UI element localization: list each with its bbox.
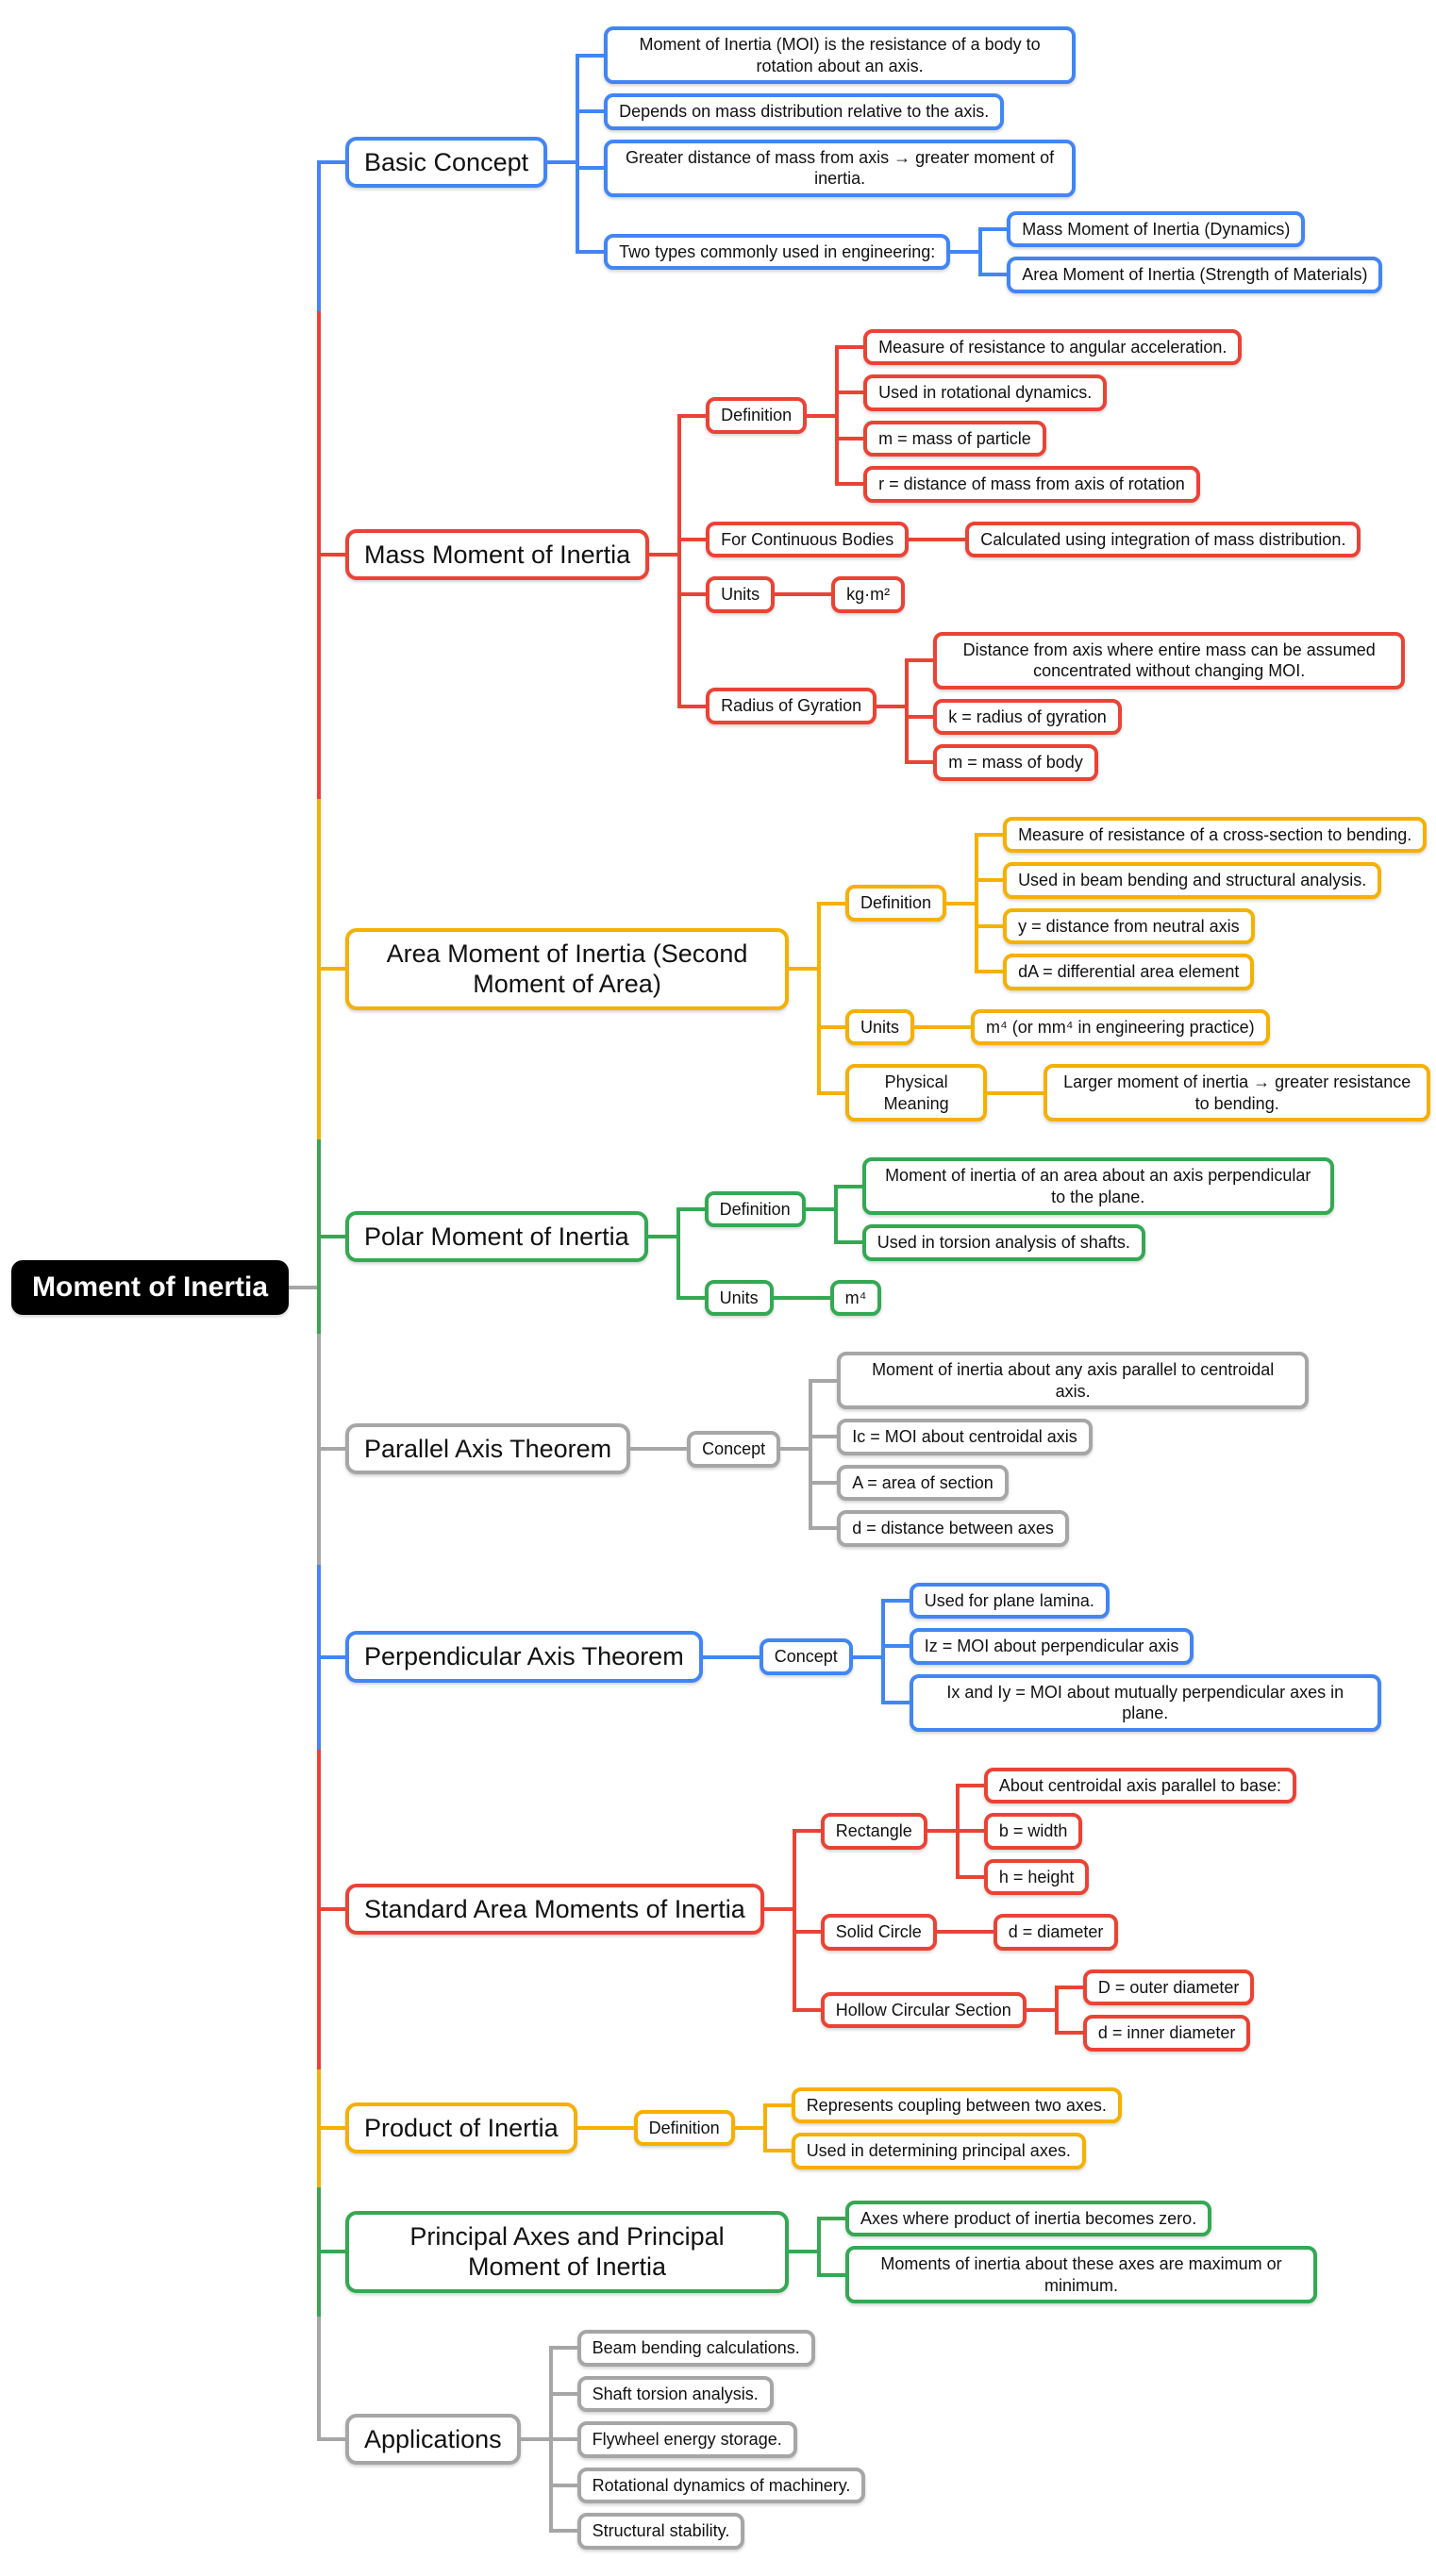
- branch-wrapper-depends-on-mass-distribution-relative-to-t: [576, 89, 1382, 135]
- branch-wrapper-product-of-inertia: [317, 2069, 1430, 2187]
- mindmap-node-group: [345, 1758, 1296, 2061]
- branch-wrapper-d-diameter: [965, 1909, 1119, 1955]
- connector-stub: [521, 2437, 549, 2441]
- node-definition: Definition: [705, 1191, 806, 1228]
- branch-wrapper-kg-m: [803, 572, 905, 618]
- branch-wrapper-beam-bending-calculations: [549, 2325, 866, 2371]
- children-group: [956, 1763, 1296, 1901]
- mindmap-node-group: [577, 2330, 815, 2367]
- node-m-mass-of-particle: m = mass of particle: [863, 421, 1046, 457]
- node-rotational-dynamics-of-machinery: Rotational dynamics of machinery.: [577, 2468, 866, 2504]
- mindmap-node-group: [933, 632, 1405, 690]
- connector-stub: [649, 553, 677, 557]
- branch-wrapper-larger-moment-of-inertia-greater-resistanc: [1015, 1059, 1430, 1126]
- children-group: [576, 22, 1382, 303]
- mindmap-node-group: [933, 744, 1098, 781]
- mindmap-node-group: [604, 207, 1382, 298]
- branch-wrapper-represents-coupling-between-two-axes: [763, 2083, 1122, 2129]
- node-calculated-using-integration-of-mass-distr: Calculated using integration of mass distribution.: [965, 522, 1361, 558]
- branch-wrapper-basic-concept: [317, 13, 1430, 311]
- children-group: [809, 1347, 1309, 1552]
- node-concept: Concept: [687, 1431, 780, 1468]
- mindmap-node-group: [577, 2513, 745, 2550]
- branch-wrapper-ic-moi-about-centroidal-axis: [809, 1414, 1309, 1460]
- branch-wrapper-d-distance-between-axes: [809, 1505, 1309, 1552]
- node-larger-moment-of-inertia-greater-resistanc: Larger moment of inertia → greater resistance to bending.: [1044, 1064, 1430, 1122]
- mindmap-node-group: [604, 93, 1004, 130]
- connector-stub: [630, 1447, 659, 1451]
- node-rectangle: Rectangle: [821, 1813, 927, 1850]
- mindmap-node-group: [705, 1275, 882, 1321]
- mindmap-node-group: [604, 26, 1076, 84]
- branch-wrapper-r-distance-of-mass-from-axis-of-rotation: [835, 461, 1242, 507]
- branch-wrapper-used-in-torsion-analysis-of-shafts: [834, 1220, 1334, 1266]
- mindmap-node-group: [792, 2133, 1086, 2169]
- connector-stub: [1027, 2008, 1055, 2012]
- mindmap-node-group: [994, 1914, 1119, 1951]
- node-units: Units: [705, 1280, 774, 1317]
- node-flywheel-energy-storage: Flywheel energy storage.: [577, 2421, 797, 2458]
- branch-wrapper-used-in-beam-bending-and-structural-analys: [975, 857, 1427, 904]
- mindmap-node-group: [984, 1768, 1296, 1804]
- node-distance-from-axis-where-entire-mass-can-b: Distance from axis where entire mass can be assumed concentrated without changing MOI.: [933, 632, 1405, 690]
- mindmap-node-group: [345, 320, 1405, 790]
- branch-principal-axes-and-principal-moment-of-ine: Principal Axes and Principal Moment of Inertia: [345, 2211, 789, 2293]
- node-beam-bending-calculations: Beam bending calculations.: [577, 2330, 815, 2367]
- node-definition: Definition: [634, 2110, 735, 2147]
- node-concept: Concept: [760, 1638, 853, 1675]
- node-hollow-circular-section: Hollow Circular Section: [821, 1992, 1027, 2029]
- children-group: [975, 812, 1427, 995]
- branch-wrapper-principal-axes-and-principal-moment-of-ine: [317, 2187, 1430, 2318]
- branch-wrapper-moment-of-inertia-about-any-axis-parallel-: [809, 1347, 1309, 1414]
- branch-wrapper-definition: [676, 1148, 1334, 1271]
- branch-wrapper-applications: [317, 2317, 1430, 2563]
- mindmap-node-group: [345, 1342, 1309, 1556]
- mindmap-node-group: [345, 1573, 1381, 1741]
- branch-wrapper-mass-moment-of-inertia: [317, 311, 1430, 799]
- branch-wrapper-hollow-circular-section: [793, 1960, 1296, 2061]
- children-group: [317, 13, 1430, 2563]
- mindmap-node-group: [863, 421, 1046, 457]
- mindmap-node-group: [845, 1059, 1430, 1126]
- node-used-for-plane-lamina: Used for plane lamina.: [910, 1583, 1110, 1620]
- branch-wrapper-m-or-mm-in-engineering-practice: [943, 1005, 1270, 1051]
- node-r-distance-of-mass-from-axis-of-rotation: r = distance of mass from axis of rotation: [863, 466, 1200, 503]
- branch-wrapper-d-inner-diameter: [1055, 2010, 1255, 2056]
- branch-wrapper-iz-moi-about-perpendicular-axis: [881, 1623, 1381, 1670]
- connector-stub: [987, 1091, 1015, 1095]
- branch-wrapper-rectangle: [793, 1758, 1296, 1905]
- node-h-height: h = height: [984, 1859, 1090, 1896]
- branch-wrapper-definition: [817, 807, 1430, 1000]
- mindmap-node-group: [1007, 257, 1382, 293]
- branch-wrapper-da-differential-area-element: [975, 949, 1427, 995]
- branch-wrapper-calculated-using-integration-of-mass-distr: [937, 517, 1361, 563]
- node-ix-and-iy-moi-about-mutually-perpendicular: Ix and Iy = MOI about mutually perpendicular axes in plane.: [910, 1674, 1381, 1732]
- children-group: [937, 517, 1361, 563]
- mindmap-node-group: [345, 1148, 1334, 1325]
- mindmap-node-group: [933, 699, 1122, 736]
- node-axes-where-product-of-inertia-becomes-zero: Axes where product of inertia becomes zero.: [845, 2201, 1211, 2237]
- mindmap-node-group: [345, 22, 1382, 303]
- branch-wrapper-concept: [659, 1342, 1309, 1556]
- mindmap-node-group: [1003, 954, 1254, 990]
- node-moment-of-inertia-about-any-axis-parallel-: Moment of inertia about any axis parallel to centroidal axis.: [837, 1352, 1309, 1409]
- node-shaft-torsion-analysis: Shaft torsion analysis.: [577, 2376, 774, 2413]
- node-used-in-beam-bending-and-structural-analys: Used in beam bending and structural analysis.: [1003, 862, 1381, 899]
- branch-wrapper-rotational-dynamics-of-machinery: [549, 2463, 866, 2509]
- connector-stub: [774, 1296, 802, 1300]
- branch-wrapper-moment-of-inertia-of-an-area-about-an-axis: [834, 1153, 1334, 1220]
- children-group: [793, 1758, 1296, 2061]
- mindmap-node-group: [821, 1763, 1296, 1901]
- root-node-moment-of-inertia: Moment of Inertia: [11, 1260, 289, 1315]
- connector-stub: [927, 1829, 956, 1833]
- node-b-width: b = width: [984, 1813, 1083, 1850]
- connector-stub: [937, 1930, 965, 1934]
- branch-wrapper-structural-stability: [549, 2508, 866, 2554]
- branch-wrapper-physical-meaning: [817, 1055, 1430, 1131]
- connector-stub: [877, 705, 905, 708]
- mindmap-node-group: [845, 2246, 1317, 2303]
- branch-mass-moment-of-inertia: Mass Moment of Inertia: [345, 529, 649, 580]
- branch-wrapper-used-for-plane-lamina: [881, 1578, 1381, 1624]
- branch-wrapper-axes-where-product-of-inertia-becomes-zero: [817, 2196, 1317, 2242]
- branch-wrapper-concept: [731, 1573, 1381, 1741]
- connector-stub: [789, 2250, 817, 2253]
- children-group: [978, 207, 1382, 298]
- node-d-diameter: d = diameter: [994, 1914, 1119, 1951]
- mindmap-node-group: [706, 517, 1361, 563]
- node-physical-meaning: Physical Meaning: [845, 1064, 987, 1122]
- branch-wrapper-ix-and-iy-moi-about-mutually-perpendicular: [881, 1670, 1381, 1737]
- mindmap-node-group: [984, 1859, 1090, 1896]
- children-group: [817, 807, 1430, 1132]
- mindmap-node-group: [845, 2201, 1211, 2237]
- branch-wrapper-greater-distance-of-mass-from-axis-greater: [576, 135, 1382, 202]
- mindmap-node-group: [863, 329, 1242, 366]
- children-group: [676, 1148, 1334, 1325]
- branch-wrapper-two-types-commonly-used-in-engineering: [576, 202, 1382, 303]
- mindmap-node-group: [345, 2325, 865, 2554]
- node-units: Units: [845, 1009, 914, 1046]
- mindmap-node-group: [705, 1153, 1334, 1266]
- branch-wrapper-measure-of-resistance-of-a-cross-section-t: [975, 812, 1427, 858]
- branch-wrapper-definition: [606, 2078, 1122, 2179]
- children-group: [965, 1909, 1119, 1955]
- branch-area-moment-of-inertia-second-moment-of-ar: Area Moment of Inertia (Second Moment of Area): [345, 928, 789, 1010]
- mindmap-node-group: [634, 2083, 1122, 2174]
- branch-wrapper-units: [817, 1000, 1430, 1055]
- mindmap-node-group: [1083, 1969, 1255, 2006]
- node-m-mass-of-body: m = mass of body: [933, 744, 1098, 781]
- connector-stub: [806, 1207, 834, 1211]
- children-group: [905, 627, 1405, 786]
- mindmap-node-group: [965, 522, 1361, 558]
- branch-wrapper-moment-of-inertia-moi-is-the-resistance-of: [576, 22, 1382, 89]
- branch-wrapper-about-centroidal-axis-parallel-to-base: [956, 1763, 1296, 1809]
- mindmap-node-group: [831, 576, 905, 613]
- connector-stub: [289, 1286, 317, 1289]
- branch-wrapper-solid-circle: [793, 1904, 1296, 1960]
- connector-stub: [853, 1655, 881, 1659]
- branch-wrapper-a-area-of-section: [809, 1460, 1309, 1506]
- children-group: [1015, 1059, 1430, 1126]
- branch-wrapper-m: [802, 1275, 882, 1321]
- mindmap-node-group: [11, 13, 1430, 2563]
- branch-wrapper-y-distance-from-neutral-axis: [975, 904, 1427, 950]
- node-m: m⁴: [830, 1280, 882, 1317]
- branch-wrapper-polar-moment-of-inertia: [317, 1139, 1430, 1334]
- node-area-moment-of-inertia-strength-of-materia: Area Moment of Inertia (Strength of Materials): [1007, 257, 1382, 293]
- mindmap-node-group: [845, 812, 1427, 995]
- node-moment-of-inertia-moi-is-the-resistance-of: Moment of Inertia (MOI) is the resistance of a body to rotation about an axis.: [604, 26, 1076, 84]
- node-definition: Definition: [706, 397, 807, 434]
- mindmap-node-group: [345, 2078, 1122, 2179]
- connector-stub: [547, 160, 576, 164]
- mindmap-node-group: [910, 1583, 1110, 1620]
- node-about-centroidal-axis-parallel-to-base: About centroidal axis parallel to base:: [984, 1768, 1296, 1804]
- branch-wrapper-definition: [677, 320, 1405, 512]
- mindmap-node-group: [863, 374, 1107, 411]
- mindmap-node-group: [577, 2421, 797, 2458]
- node-m-or-mm-in-engineering-practice: m⁴ (or mm⁴ in engineering practice): [971, 1009, 1270, 1046]
- branch-wrapper-distance-from-axis-where-entire-mass-can-b: [905, 627, 1405, 694]
- node-moments-of-inertia-about-these-axes-are-ma: Moments of inertia about these axes are maximum or minimum.: [845, 2246, 1317, 2303]
- mindmap-node-group: [687, 1347, 1309, 1552]
- mindmap-node-group: [1044, 1064, 1430, 1122]
- node-represents-coupling-between-two-axes: Represents coupling between two axes.: [792, 2087, 1122, 2124]
- branch-wrapper-standard-area-moments-of-inertia: [317, 1750, 1430, 2069]
- node-d-outer-diameter: D = outer diameter: [1083, 1969, 1255, 2006]
- children-group: [803, 572, 905, 618]
- branch-standard-area-moments-of-inertia: Standard Area Moments of Inertia: [345, 1884, 764, 1935]
- mindmap-node-group: [845, 1005, 1270, 1051]
- branch-wrapper-moments-of-inertia-about-these-axes-are-ma: [817, 2241, 1317, 2308]
- mindmap-node-group: [706, 572, 905, 618]
- branch-wrapper-radius-of-gyration: [677, 623, 1405, 790]
- branch-wrapper-units: [676, 1271, 1334, 1326]
- node-iz-moi-about-perpendicular-axis: Iz = MOI about perpendicular axis: [910, 1628, 1194, 1665]
- connector-stub: [648, 1235, 676, 1238]
- node-kg-m: kg·m²: [831, 576, 905, 613]
- node-ic-moi-about-centroidal-axis: Ic = MOI about centroidal axis: [837, 1419, 1093, 1455]
- mindmap-node-group: [837, 1510, 1069, 1547]
- node-solid-circle: Solid Circle: [821, 1914, 937, 1951]
- branch-wrapper-units: [677, 567, 1405, 623]
- mindmap-node-group: [837, 1465, 1009, 1502]
- connector-stub: [950, 250, 978, 254]
- node-k-radius-of-gyration: k = radius of gyration: [933, 699, 1122, 736]
- node-used-in-rotational-dynamics: Used in rotational dynamics.: [863, 374, 1107, 411]
- branch-wrapper-m-mass-of-particle: [835, 416, 1242, 462]
- node-moment-of-inertia-of-an-area-about-an-axis: Moment of inertia of an area about an axis perpendicular to the plane.: [862, 1157, 1334, 1215]
- node-for-continuous-bodies: For Continuous Bodies: [706, 522, 909, 558]
- connector-stub: [914, 1025, 943, 1029]
- mindmap-node-group: [863, 466, 1200, 503]
- branch-wrapper-b-width: [956, 1808, 1296, 1854]
- branch-wrapper-measure-of-resistance-to-angular-accelerat: [835, 324, 1242, 371]
- connector-stub: [789, 967, 817, 971]
- node-measure-of-resistance-to-angular-accelerat: Measure of resistance to angular acceleration.: [863, 329, 1242, 366]
- connector-stub: [807, 414, 835, 418]
- node-two-types-commonly-used-in-engineering: Two types commonly used in engineering:: [604, 234, 950, 271]
- node-da-differential-area-element: dA = differential area element: [1003, 954, 1254, 990]
- children-group: [606, 2078, 1122, 2179]
- mindmap-node-group: [837, 1352, 1309, 1409]
- mindmap-node-group: [760, 1578, 1381, 1737]
- branch-basic-concept: Basic Concept: [345, 137, 547, 188]
- branch-wrapper-parallel-axis-theorem: [317, 1334, 1430, 1565]
- branch-wrapper-m-mass-of-body: [905, 740, 1405, 786]
- connector-stub: [735, 2126, 763, 2130]
- branch-polar-moment-of-inertia: Polar Moment of Inertia: [345, 1211, 648, 1262]
- node-d-inner-diameter: d = inner diameter: [1083, 2015, 1251, 2052]
- node-used-in-torsion-analysis-of-shafts: Used in torsion analysis of shafts.: [862, 1224, 1145, 1261]
- connector-stub: [946, 902, 975, 906]
- mindmap-node-group: [837, 1419, 1093, 1455]
- node-depends-on-mass-distribution-relative-to-t: Depends on mass distribution relative to the axis.: [604, 93, 1004, 130]
- children-group: [763, 2083, 1122, 2174]
- mindmap-node-group: [577, 2376, 774, 2413]
- node-radius-of-gyration: Radius of Gyration: [706, 688, 877, 724]
- connector-stub: [577, 2126, 606, 2130]
- branch-wrapper-area-moment-of-inertia-strength-of-materia: [978, 252, 1382, 298]
- node-mass-moment-of-inertia-dynamics: Mass Moment of Inertia (Dynamics): [1007, 211, 1305, 248]
- branch-wrapper-for-continuous-bodies: [677, 512, 1405, 568]
- node-units: Units: [706, 576, 775, 613]
- branch-product-of-inertia: Product of Inertia: [345, 2102, 577, 2153]
- mindmap-node-group: [706, 324, 1242, 507]
- children-group: [835, 324, 1242, 507]
- branch-perpendicular-axis-theorem: Perpendicular Axis Theorem: [345, 1631, 703, 1682]
- children-group: [659, 1342, 1309, 1556]
- connector-stub: [775, 592, 803, 596]
- branch-wrapper-shaft-torsion-analysis: [549, 2371, 866, 2418]
- mindmap-node-group: [862, 1157, 1334, 1215]
- branch-wrapper-d-outer-diameter: [1055, 1965, 1255, 2011]
- mindmap-node-group: [706, 627, 1405, 786]
- mindmap-node-group: [821, 1909, 1119, 1955]
- node-greater-distance-of-mass-from-axis-greater: Greater distance of mass from axis → greater moment of inertia.: [604, 140, 1076, 197]
- mindmap-node-group: [345, 2196, 1317, 2309]
- branch-wrapper-flywheel-energy-storage: [549, 2417, 866, 2463]
- branch-wrapper-used-in-rotational-dynamics: [835, 370, 1242, 416]
- children-group: [834, 1153, 1334, 1266]
- branch-applications: Applications: [345, 2414, 521, 2465]
- mindmap-node-group: [821, 1965, 1255, 2056]
- connector-stub: [764, 1907, 793, 1911]
- children-group: [881, 1578, 1381, 1737]
- children-group: [943, 1005, 1270, 1051]
- mindmap-node-group: [604, 140, 1076, 197]
- mindmap-node-group: [345, 807, 1430, 1132]
- mindmap-node-group: [862, 1224, 1145, 1261]
- mindmap-node-group: [971, 1009, 1270, 1046]
- node-structural-stability: Structural stability.: [577, 2513, 745, 2550]
- branch-wrapper-mass-moment-of-inertia-dynamics: [978, 207, 1382, 253]
- node-d-distance-between-axes: d = distance between axes: [837, 1510, 1069, 1547]
- branch-wrapper-used-in-determining-principal-axes: [763, 2128, 1122, 2174]
- children-group: [549, 2325, 866, 2554]
- branch-parallel-axis-theorem: Parallel Axis Theorem: [345, 1423, 630, 1474]
- node-definition: Definition: [845, 885, 946, 922]
- connector-stub: [909, 538, 937, 541]
- children-group: [817, 2196, 1317, 2309]
- children-group: [802, 1275, 882, 1321]
- mindmap-node-group: [792, 2087, 1122, 2124]
- mindmap-node-group: [830, 1280, 882, 1317]
- node-measure-of-resistance-of-a-cross-section-t: Measure of resistance of a cross-section to bending.: [1003, 817, 1427, 854]
- children-group: [677, 320, 1405, 790]
- mindmap-node-group: [910, 1628, 1194, 1665]
- connector-stub: [780, 1447, 809, 1451]
- mindmap-node-group: [1003, 817, 1427, 854]
- node-used-in-determining-principal-axes: Used in determining principal axes.: [792, 2133, 1086, 2169]
- mindmap-node-group: [1007, 211, 1305, 248]
- mindmap-node-group: [577, 2468, 866, 2504]
- mindmap-node-group: [910, 1674, 1381, 1732]
- mindmap-node-group: [1083, 2015, 1251, 2052]
- branch-wrapper-perpendicular-axis-theorem: [317, 1565, 1430, 1750]
- branch-wrapper-area-moment-of-inertia-second-moment-of-ar: [317, 799, 1430, 1140]
- connector-stub: [703, 1655, 731, 1659]
- branch-wrapper-k-radius-of-gyration: [905, 694, 1405, 740]
- node-y-distance-from-neutral-axis: y = distance from neutral axis: [1003, 908, 1255, 945]
- children-group: [1055, 1965, 1255, 2056]
- mindmap-node-group: [1003, 908, 1255, 945]
- mindmap-node-group: [984, 1813, 1083, 1850]
- node-a-area-of-section: A = area of section: [837, 1465, 1009, 1502]
- mindmap-node-group: [1003, 862, 1381, 899]
- branch-wrapper-h-height: [956, 1854, 1296, 1901]
- children-group: [731, 1573, 1381, 1741]
